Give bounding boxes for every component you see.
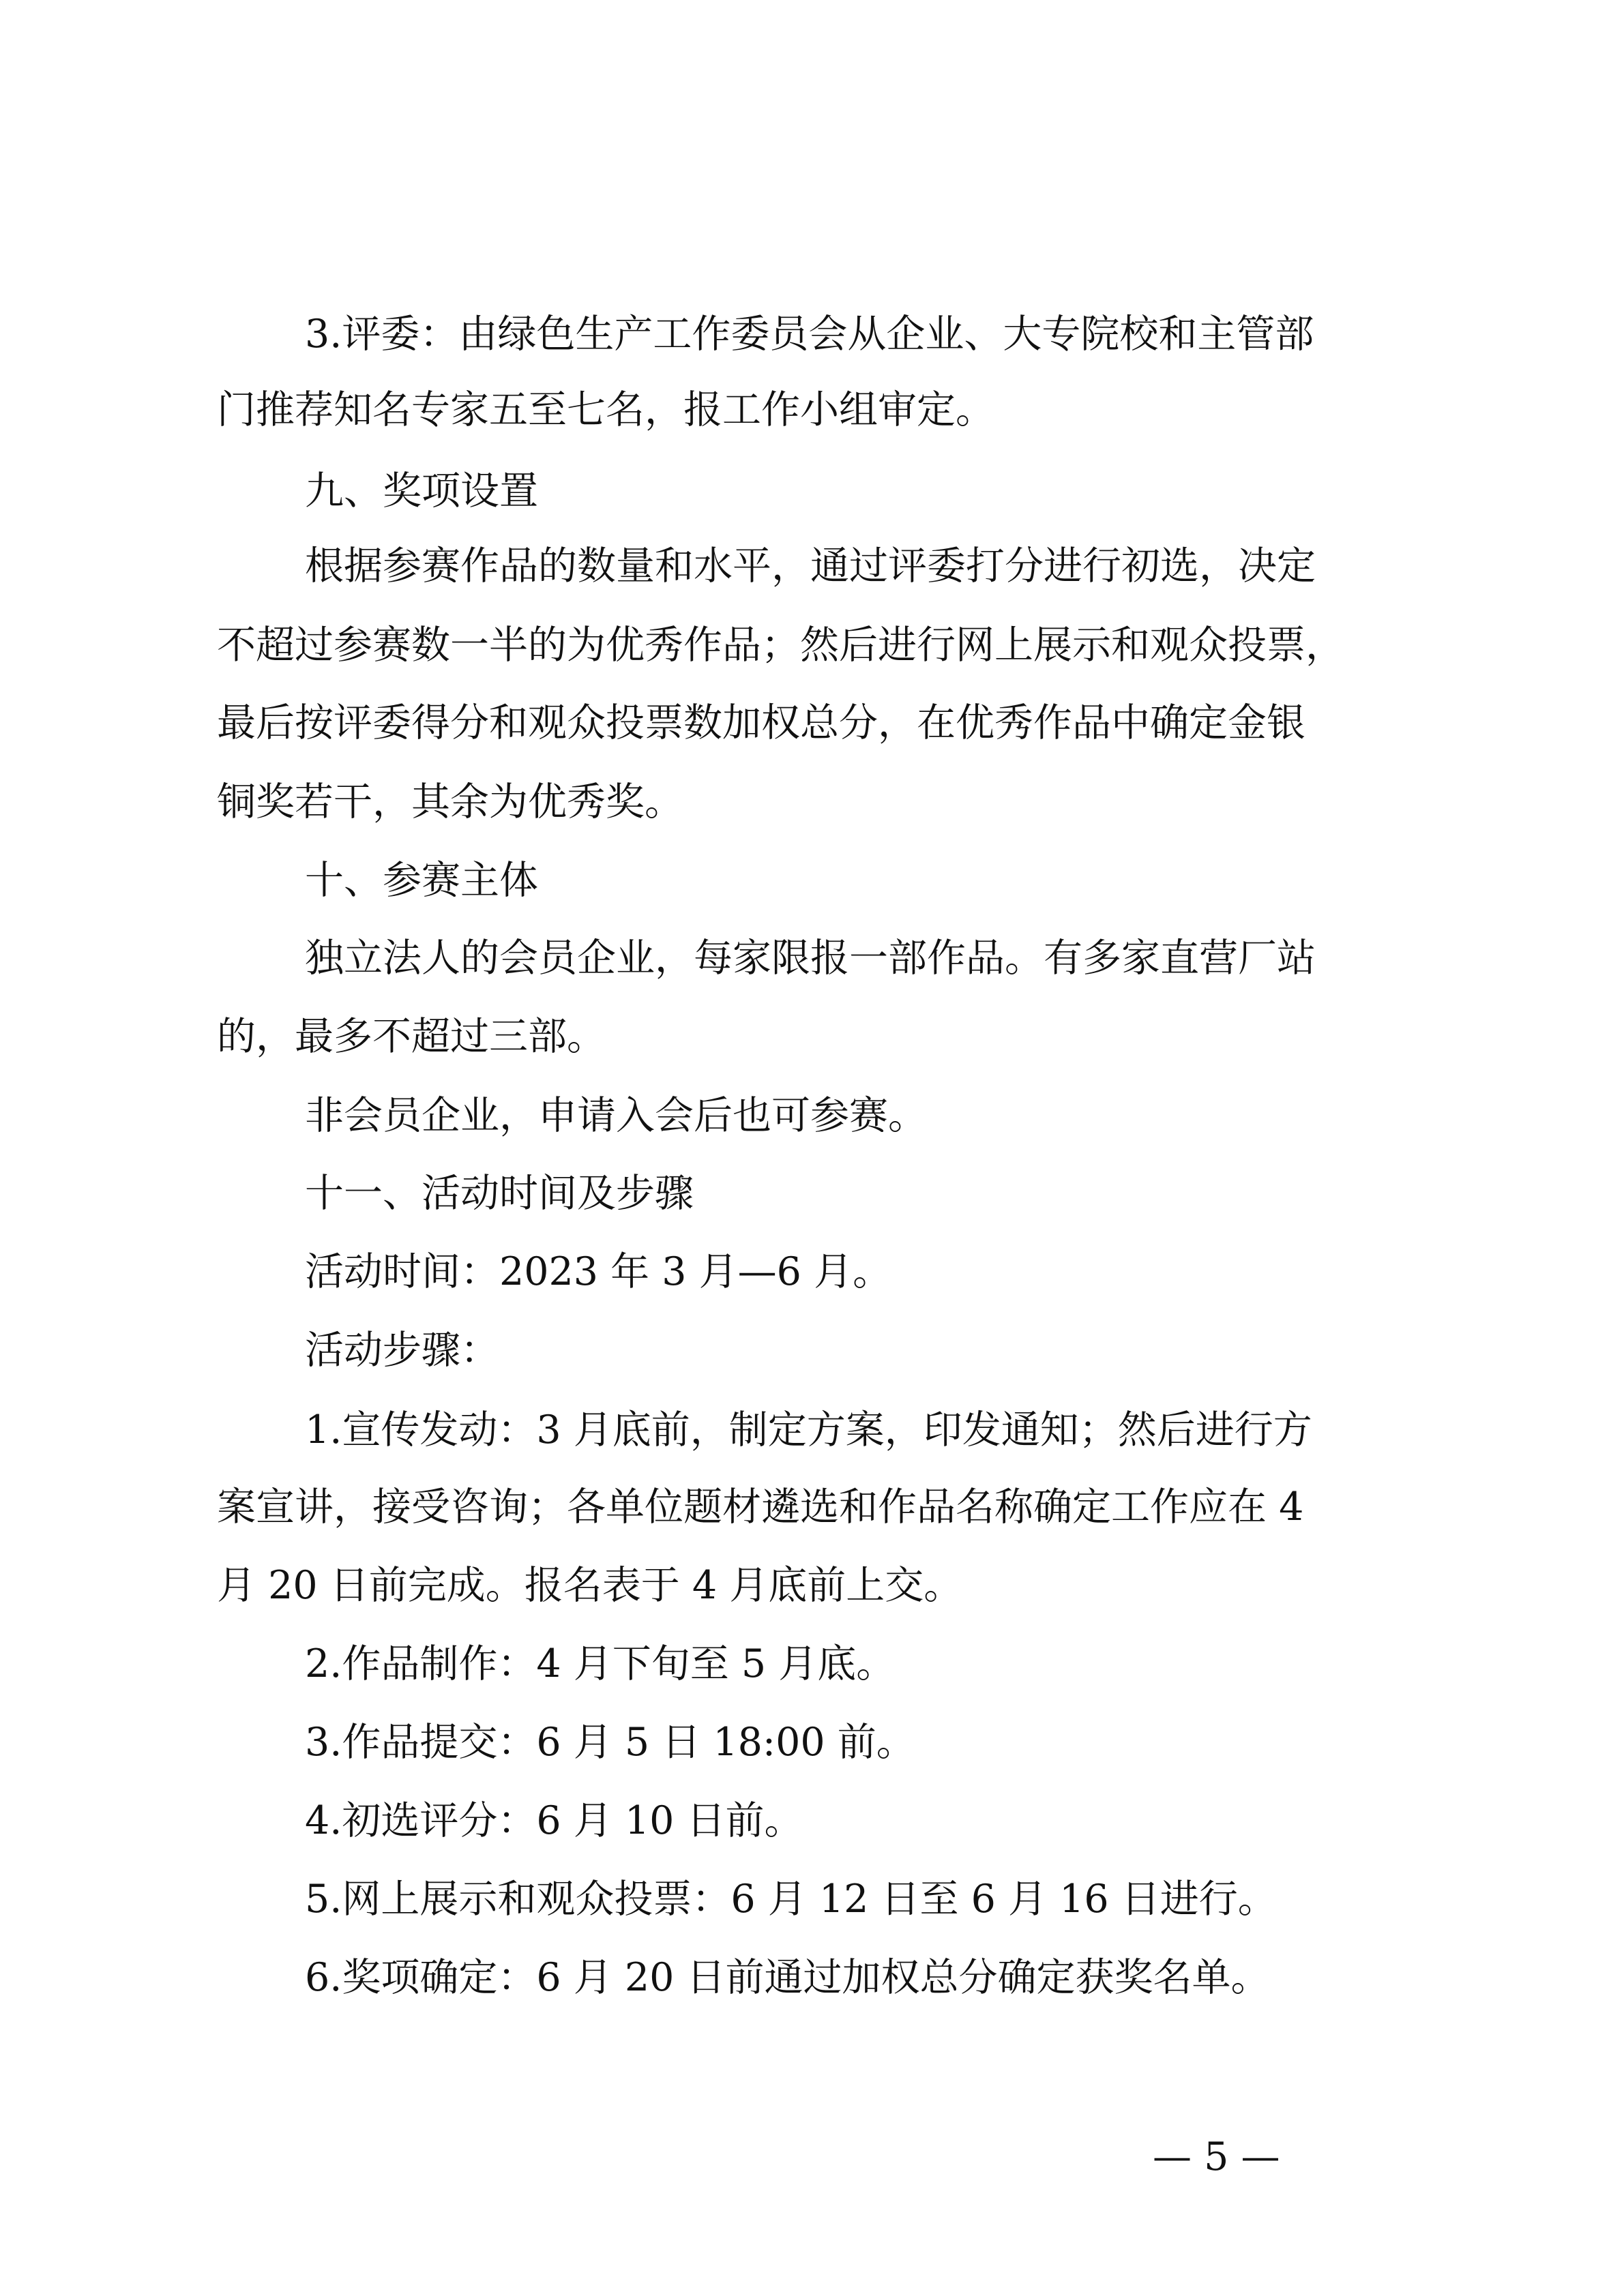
text-line: 铜奖若干，其余为优秀奖。 [217,779,683,824]
section-heading: 十一、活动时间及步骤 [305,1171,694,1216]
text-line: 非会员企业，申请入会后也可参赛。 [305,1093,927,1138]
text-line: 4.初选评分：6 月 10 日前。 [305,1798,803,1843]
text-line: 案宣讲，接受咨询；各单位题材遴选和作品名称确定工作应在 4 [217,1485,1304,1530]
text-line: 5.网上展示和观众投票：6 月 12 日至 6 月 16 日进行。 [305,1877,1277,1922]
text-line: 月 20 日前完成。报名表于 4 月底前上交。 [217,1563,963,1608]
text-line: 活动时间：2023 年 3 月—6 月。 [305,1249,892,1294]
text-line: 独立法人的会员企业，每家限报一部作品。有多家直营厂站 [305,936,1316,981]
text-line: 3.作品提交：6 月 5 日 18:00 前。 [305,1720,915,1765]
text-line: 根据参赛作品的数量和水平，通过评委打分进行初选，决定 [305,543,1316,588]
section-heading: 十、参赛主体 [305,858,538,903]
text-line: 6.奖项确定：6 月 20 日前通过加权总分确定获奖名单。 [305,1955,1270,2000]
text-line: 最后按评委得分和观众投票数加权总分，在优秀作品中确定金银 [217,700,1305,745]
section-heading: 九、奖项设置 [305,468,538,513]
text-line: 活动步骤： [305,1328,499,1373]
text-line: 门推荐知名专家五至七名，报工作小组审定。 [217,387,994,432]
text-line: 3.评委：由绿色生产工作委员会从企业、大专院校和主管部 [305,312,1314,357]
text-line: 2.作品制作：4 月下旬至 5 月底。 [305,1641,896,1686]
page-number: — 5 — [1153,2134,1280,2179]
text-line: 1.宣传发动：3 月底前，制定方案，印发通知；然后进行方 [305,1407,1312,1452]
text-line: 的，最多不超过三部。 [217,1014,606,1059]
text-line: 不超过参赛数一半的为优秀作品；然后进行网上展示和观众投票， [217,623,1344,668]
